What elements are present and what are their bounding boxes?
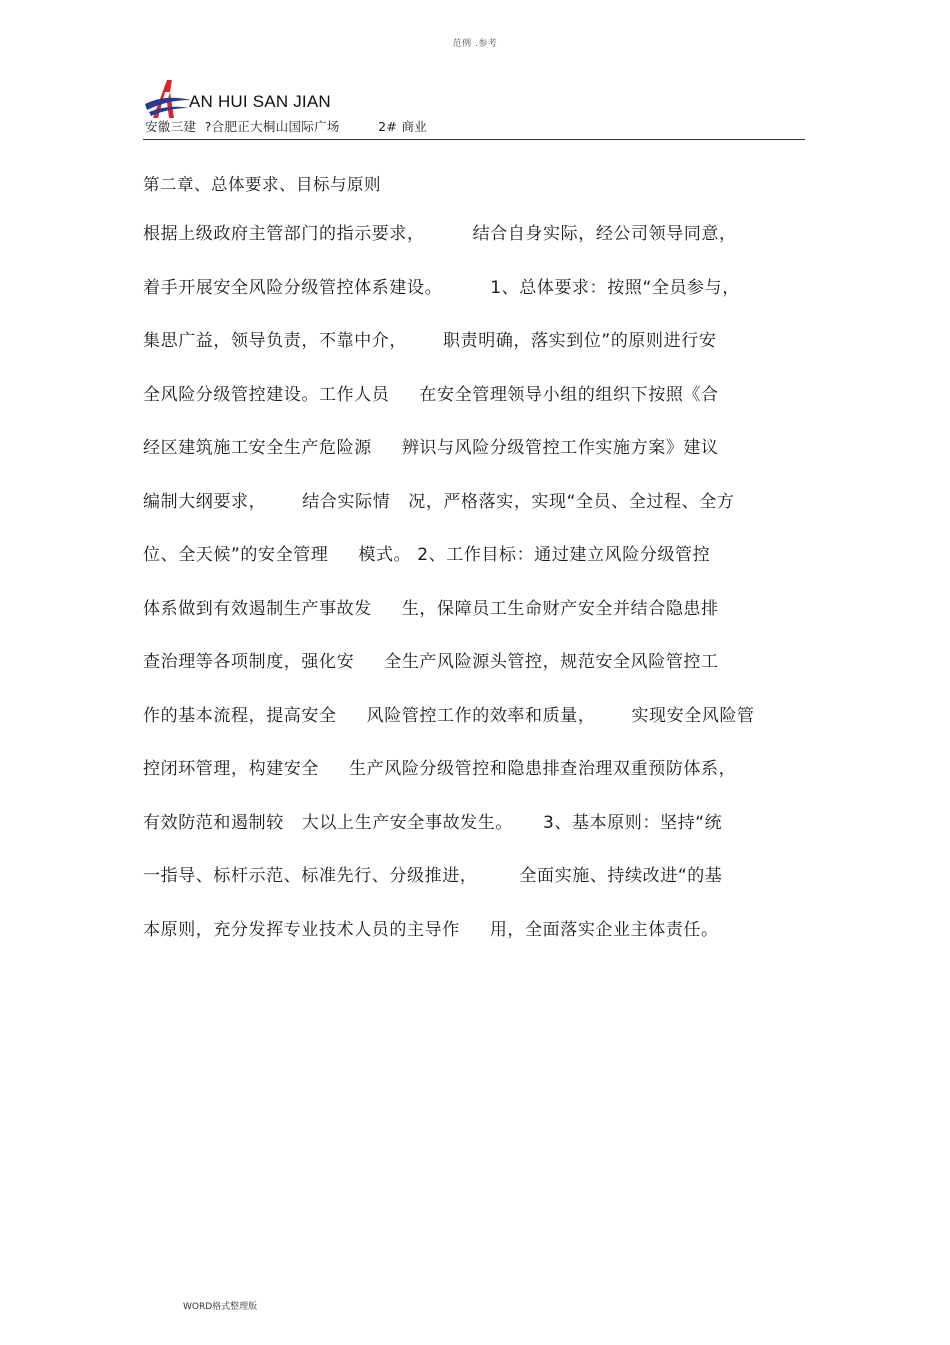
body-line: 全风险分级管控建设。工作人员 在安全管理领导小组的组织下按照《合 — [143, 384, 719, 405]
body-line: 集思广益，领导负责，不靠中介， 职责明确，落实到位”的原则进行安 — [143, 331, 717, 351]
body-line: 本原则，充分发挥专业技术人员的主导作 用，全面落实企业主体责任。 — [143, 919, 719, 940]
body-line: 有效防范和遏制较 大以上生产安全事故发生。 3、基本原则：坚持“统 — [143, 812, 723, 833]
logo-red-a-leg — [167, 92, 174, 118]
paragraph — [143, 208, 803, 957]
body-line: 编制大纲要求， 结合实际情 况，严格落实，实现“全员、全过程、全方 — [143, 491, 735, 512]
body-line: 查治理等各项制度，强化安 全生产风险源头管控，规范安全风险管控工 — [143, 652, 719, 672]
body-line: 根据上级政府主管部门的指示要求， 结合自身实际，经公司领导同意， — [143, 224, 737, 244]
top-note: 范例 .参考 — [452, 39, 498, 49]
body-line: 位、全天候”的安全管理 模式。 2、工作目标：通过建立风险分级管控 — [143, 545, 711, 565]
chapter-title: 第二章、总体要求、目标与原则 — [143, 175, 381, 194]
document-body — [143, 170, 803, 957]
page-footer: WORD格式整理版 — [183, 1302, 258, 1312]
body-line: 一指导、标杆示范、标准先行、分级推进， 全面实施、持续改进“的基 — [143, 866, 723, 886]
body-line: 作的基本流程，提高安全 风险管控工作的效率和质量， 实现安全风险管 — [143, 705, 755, 726]
body-line: 控闭环管理，构建安全 生产风险分级管控和隐患排查治理双重预防体系， — [143, 759, 737, 779]
header-divider — [143, 139, 805, 140]
body-line: 着手开展安全风险分级管控体系建设。 1、总体要求：按照“全员参与， — [143, 277, 740, 298]
document-header — [143, 70, 805, 142]
body-line: 经区建筑施工安全生产危险源 辨识与风险分级管控工作实施方案》建议 — [143, 438, 719, 458]
header-subtitle: 安徽三建 ?合肥正大桐山国际广场 2# 商业 — [145, 119, 428, 134]
company-logo-icon — [143, 78, 193, 118]
body-line: 体系做到有效遏制生产事故发 生，保障员工生命财产安全并结合隐患排 — [143, 598, 719, 619]
brand-name: AN HUI SAN JIAN — [189, 92, 331, 111]
